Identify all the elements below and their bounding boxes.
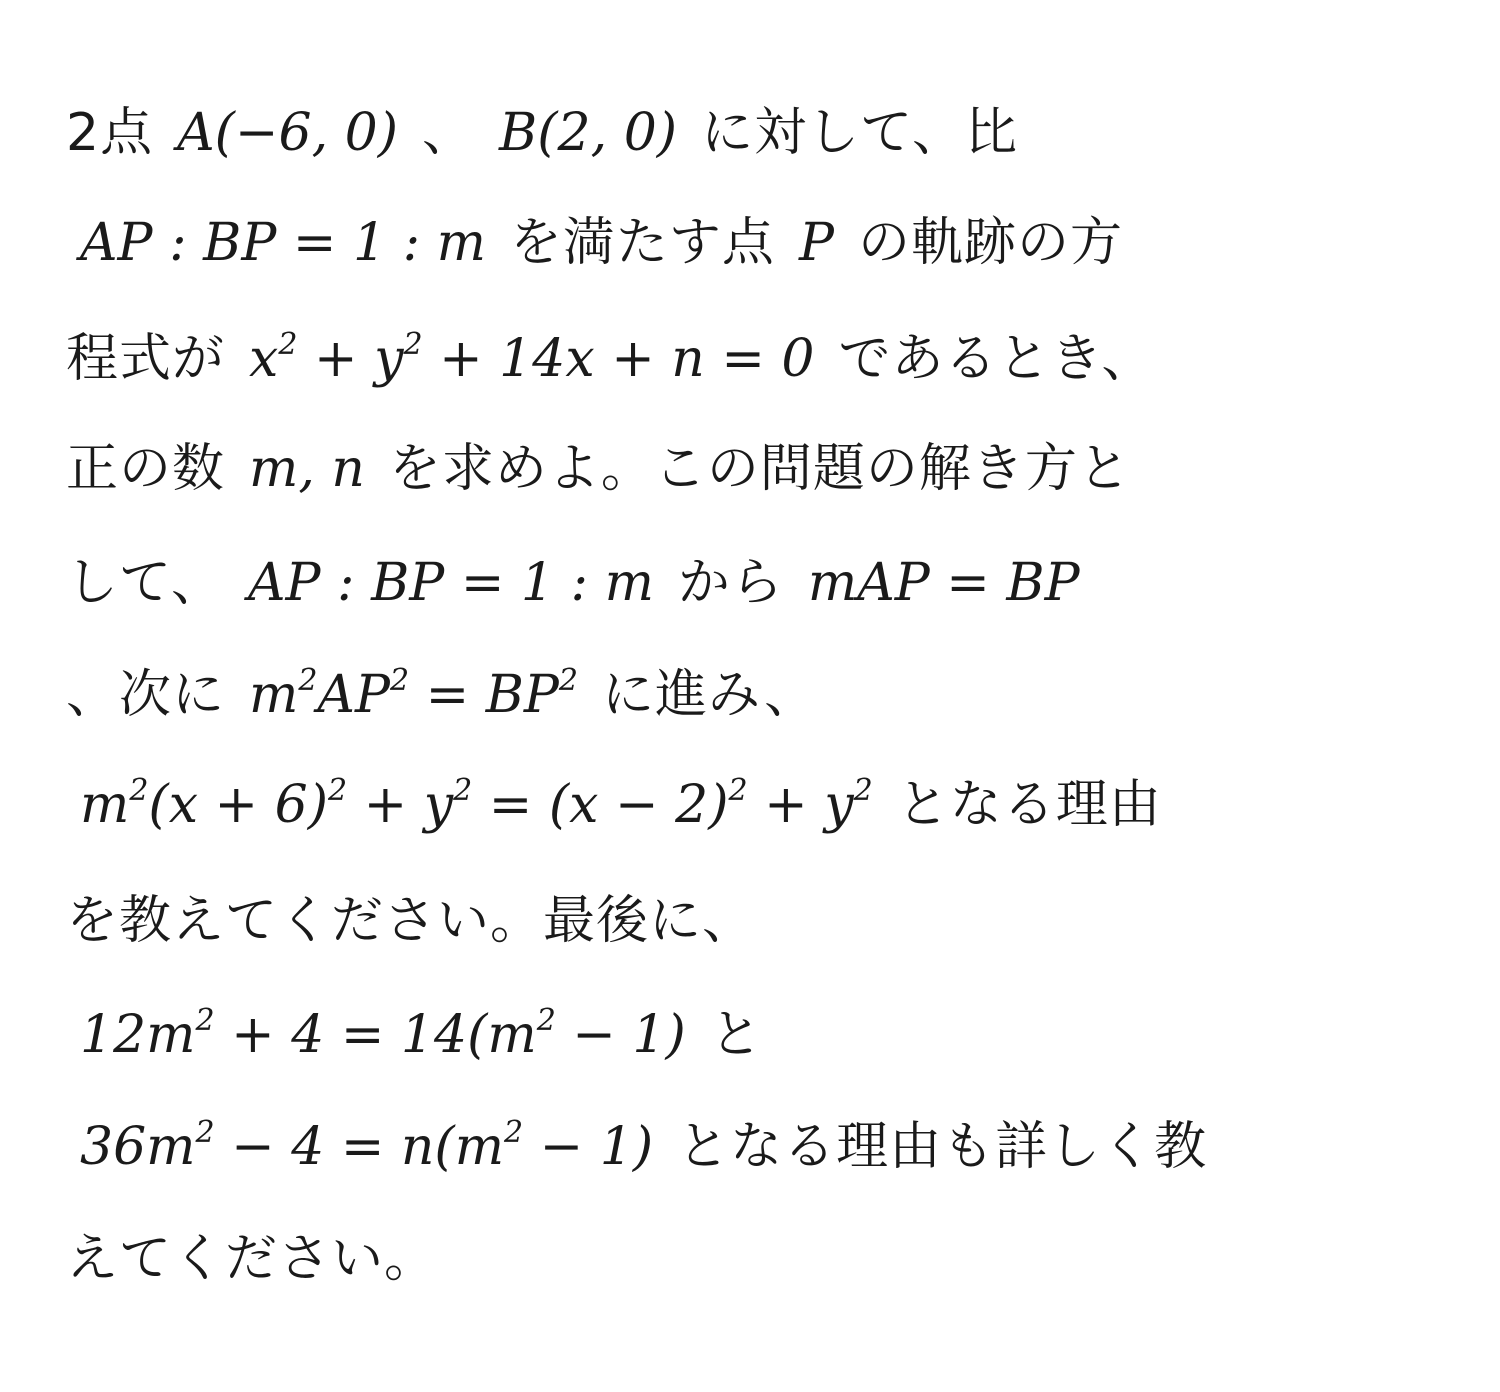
point-p-math: P	[798, 213, 834, 273]
text-line-10	[66, 1102, 1207, 1192]
ratio-math: AP : BP = 1 : m	[80, 213, 486, 273]
line3-text-2: であるとき、	[838, 329, 1155, 389]
line2-text-2: の軌跡の方	[857, 213, 1123, 273]
line1-text-1: 2点	[66, 103, 154, 163]
line1-text-2: 、	[422, 103, 476, 163]
ratio-math-2: AP : BP = 1 : m	[247, 553, 654, 613]
coefficient-equation-1-math: $12m^2 + 4 = 14(m^2 - 1)$	[80, 1003, 686, 1065]
text-line-4	[66, 424, 1131, 514]
circle-equation-math: $x^2 + y^2 + 14x + n = 0$	[249, 327, 815, 389]
text-line-1	[66, 88, 1018, 178]
text-line-3	[66, 314, 1154, 404]
point-a-math: A(−6, 0)	[177, 103, 399, 163]
line8-text-1: を教えてください。最後に、	[66, 891, 756, 951]
line1-text-3: に対して、比	[701, 103, 1019, 163]
map-bp-math: mAP = BP	[807, 553, 1080, 613]
text-line-5	[66, 538, 1104, 628]
point-b-math: B(2, 0)	[499, 103, 678, 163]
line4-text-2: を求めよ。この問題の解き方と	[388, 439, 1131, 499]
text-line-9	[66, 990, 763, 1080]
line10-text-1: となる理由も詳しく教	[677, 1117, 1208, 1177]
line6-text-1: 、次に	[66, 665, 226, 725]
line5-text-2: から	[677, 553, 784, 613]
line3-text-1: 程式が	[66, 329, 226, 389]
line7-text-1: となる理由	[896, 775, 1162, 835]
coefficient-equation-2-math: $36m^2 - 4 = n(m^2 - 1)$	[80, 1115, 654, 1177]
mn-math: m, n	[249, 439, 365, 499]
line9-text-1: と	[709, 1005, 763, 1065]
text-line-11	[66, 1214, 437, 1304]
text-line-6	[66, 650, 817, 740]
line11-text-1: えてください。	[66, 1229, 438, 1289]
line5-text-1: して、	[66, 553, 224, 613]
line2-text-1: を満たす点	[509, 213, 775, 273]
squared-ratio-math: $m^2AP^2 = BP^2$	[249, 663, 578, 725]
line6-text-2: に進み、	[602, 665, 818, 725]
text-line-7	[66, 760, 1162, 850]
expanded-equation-math: $m^2(x + 6)^2 + y^2 = (x - 2)^2 + y^2$	[80, 773, 873, 835]
text-line-8	[66, 876, 755, 966]
text-line-2	[66, 198, 1123, 288]
line4-text-1: 正の数	[66, 439, 226, 499]
